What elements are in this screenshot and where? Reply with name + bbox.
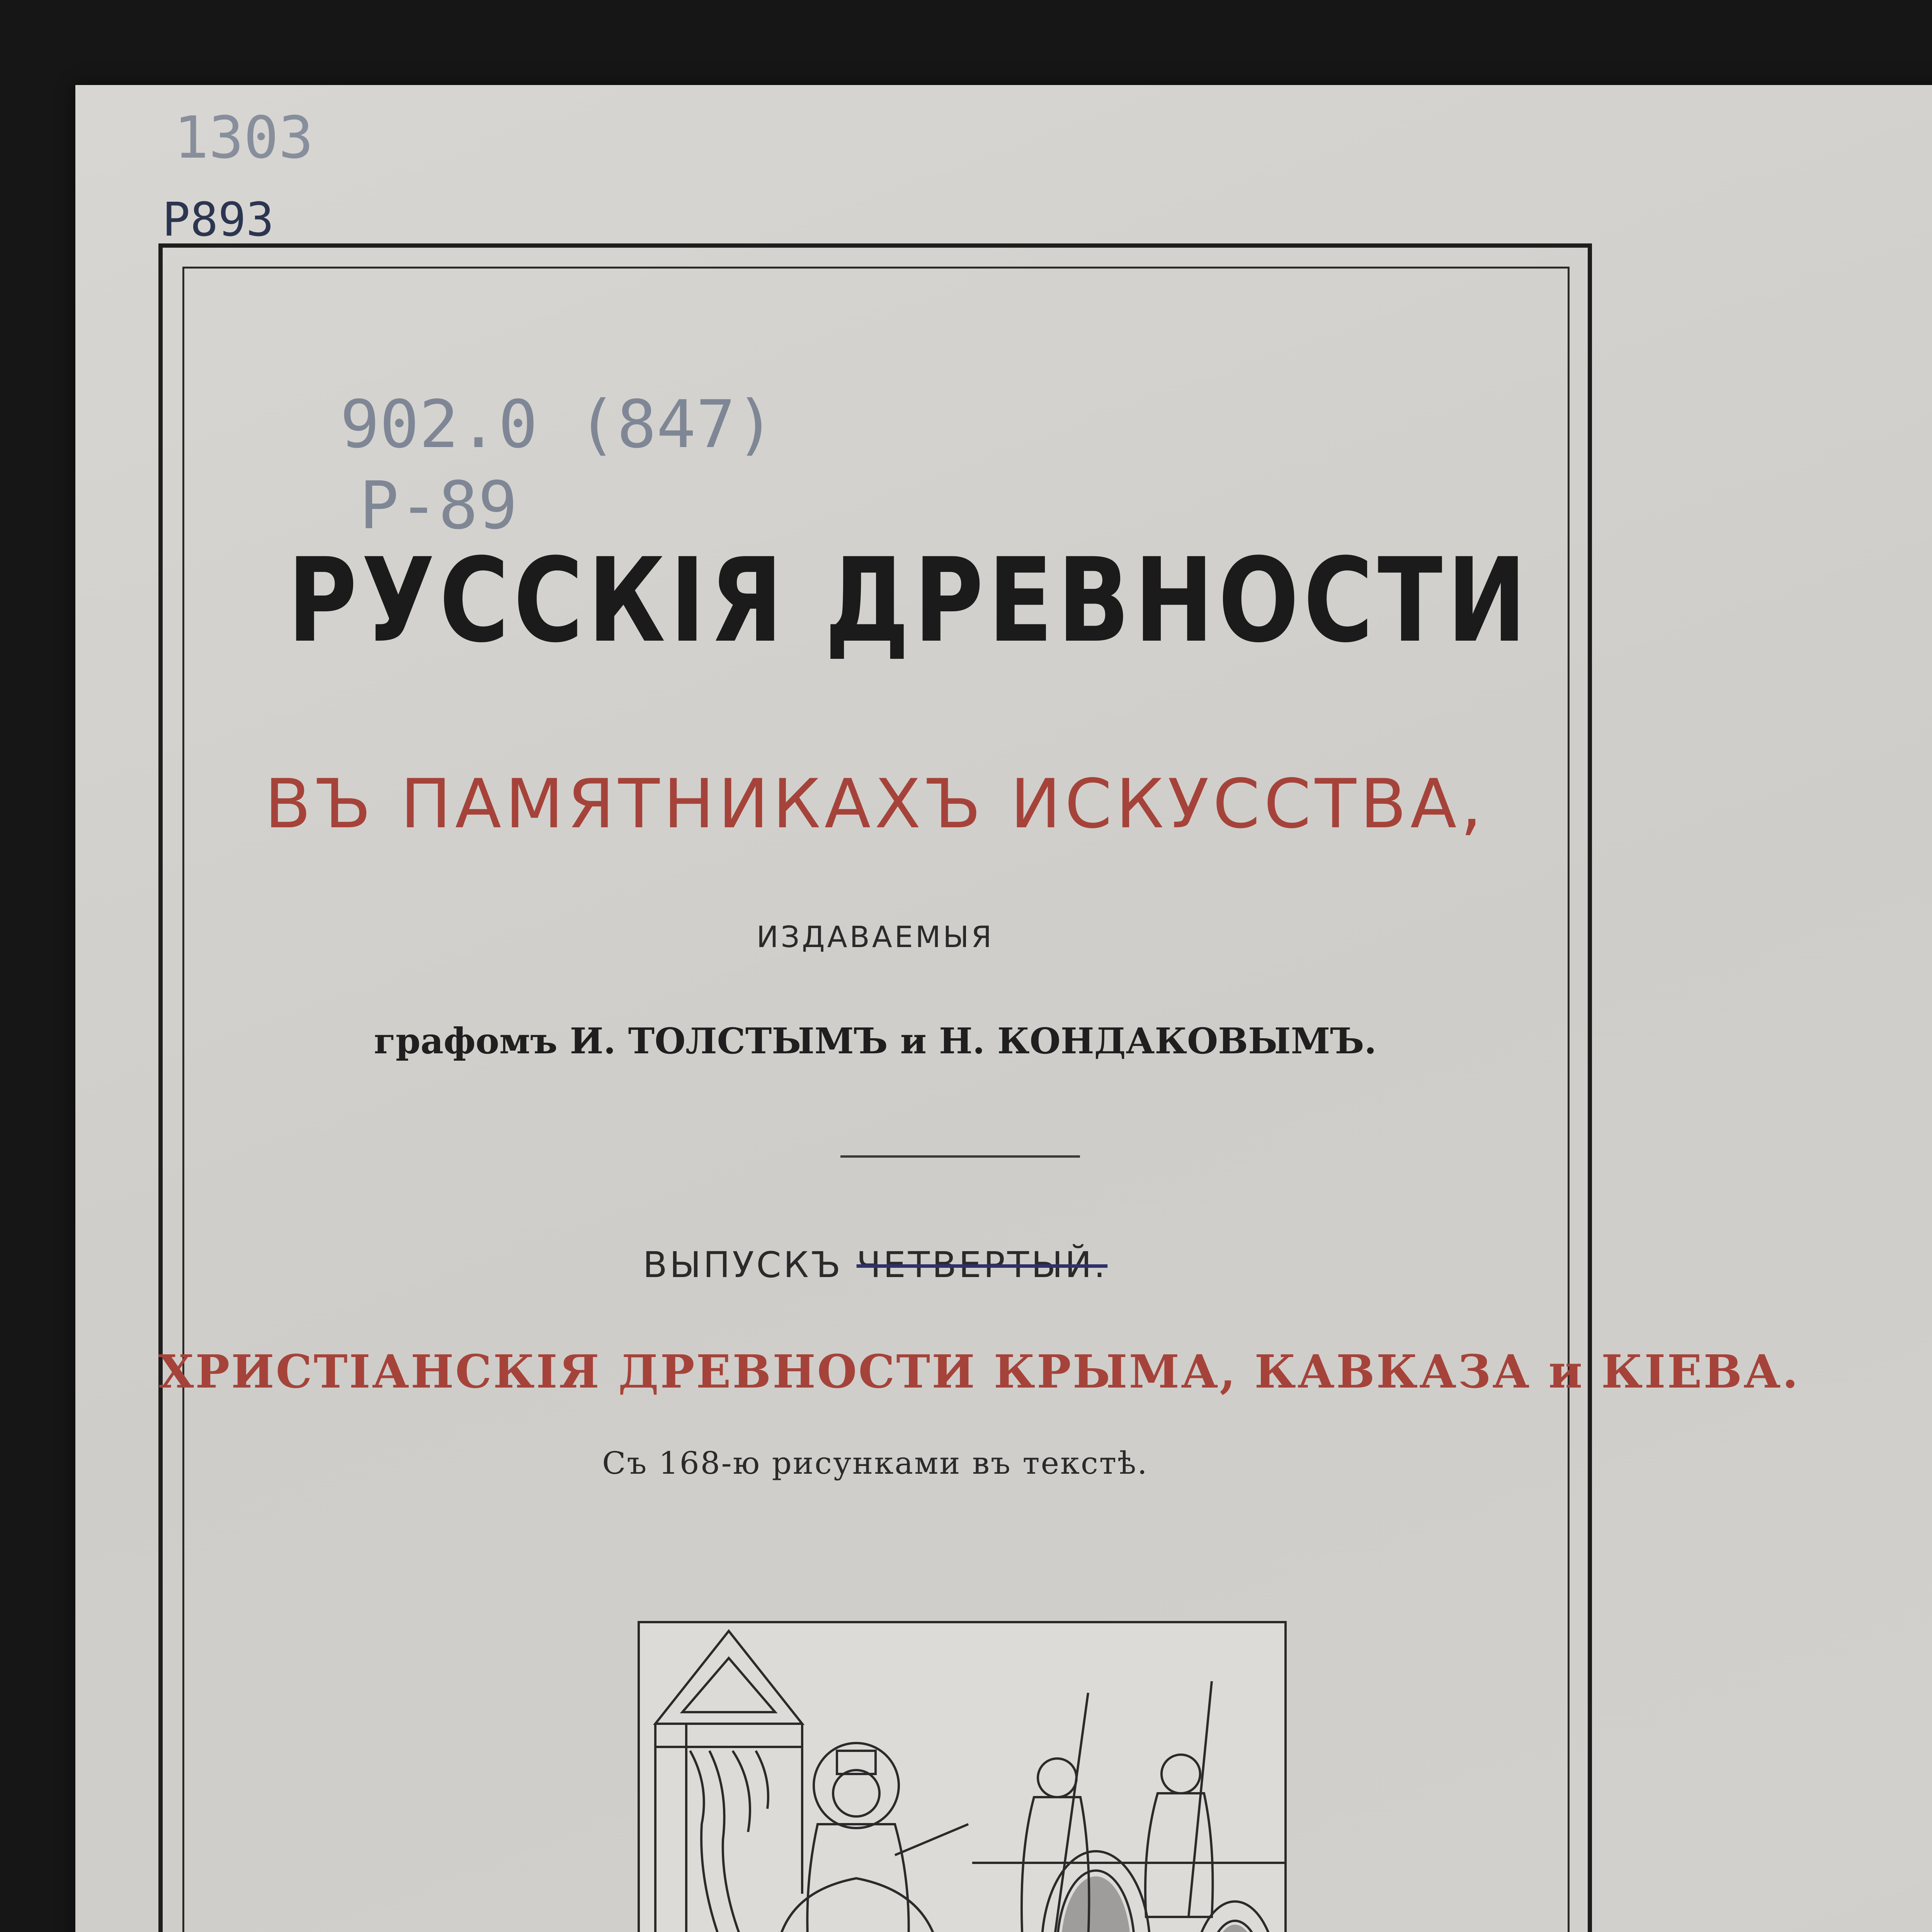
frontispiece-illustration: [638, 1621, 1287, 1932]
handwritten-catalog-code: P-89: [359, 468, 518, 544]
issue-number-struck: ЧЕТВЕРТЫЙ.: [856, 1244, 1108, 1286]
enthroned-ruler-with-guards-drawing: [640, 1623, 1284, 1932]
figures-note: Съ 168-ю рисунками въ текстѣ.: [602, 1445, 1148, 1481]
book-subtitle: ВЪ ПАМЯТНИКАХЪ ИСКУССТВА,: [264, 765, 1486, 844]
handwritten-shelf-mark-top: 1303: [174, 104, 314, 172]
issue-label: ВЫПУСКЪ: [643, 1244, 843, 1286]
handwritten-shelf-mark: P893: [162, 193, 274, 247]
issue-line: [158, 1244, 1592, 1286]
handwritten-catalog-number: 902.0 (847): [340, 386, 775, 463]
book-title: РУССКІЯ ДРЕВНОСТИ: [287, 533, 1531, 668]
divider-rule: [840, 1155, 1080, 1158]
published-by-label: ИЗДАВАЕМЫЯ: [756, 920, 994, 954]
authors-line: графомъ И. ТОЛСТЫМЪ и Н. КОНДАКОВЫМЪ.: [374, 1020, 1377, 1062]
series-title: ХРИСТІАНСКІЯ ДРЕВНОСТИ КРЫМА, КАВКАЗА и КІЕВА.: [158, 1345, 1800, 1398]
